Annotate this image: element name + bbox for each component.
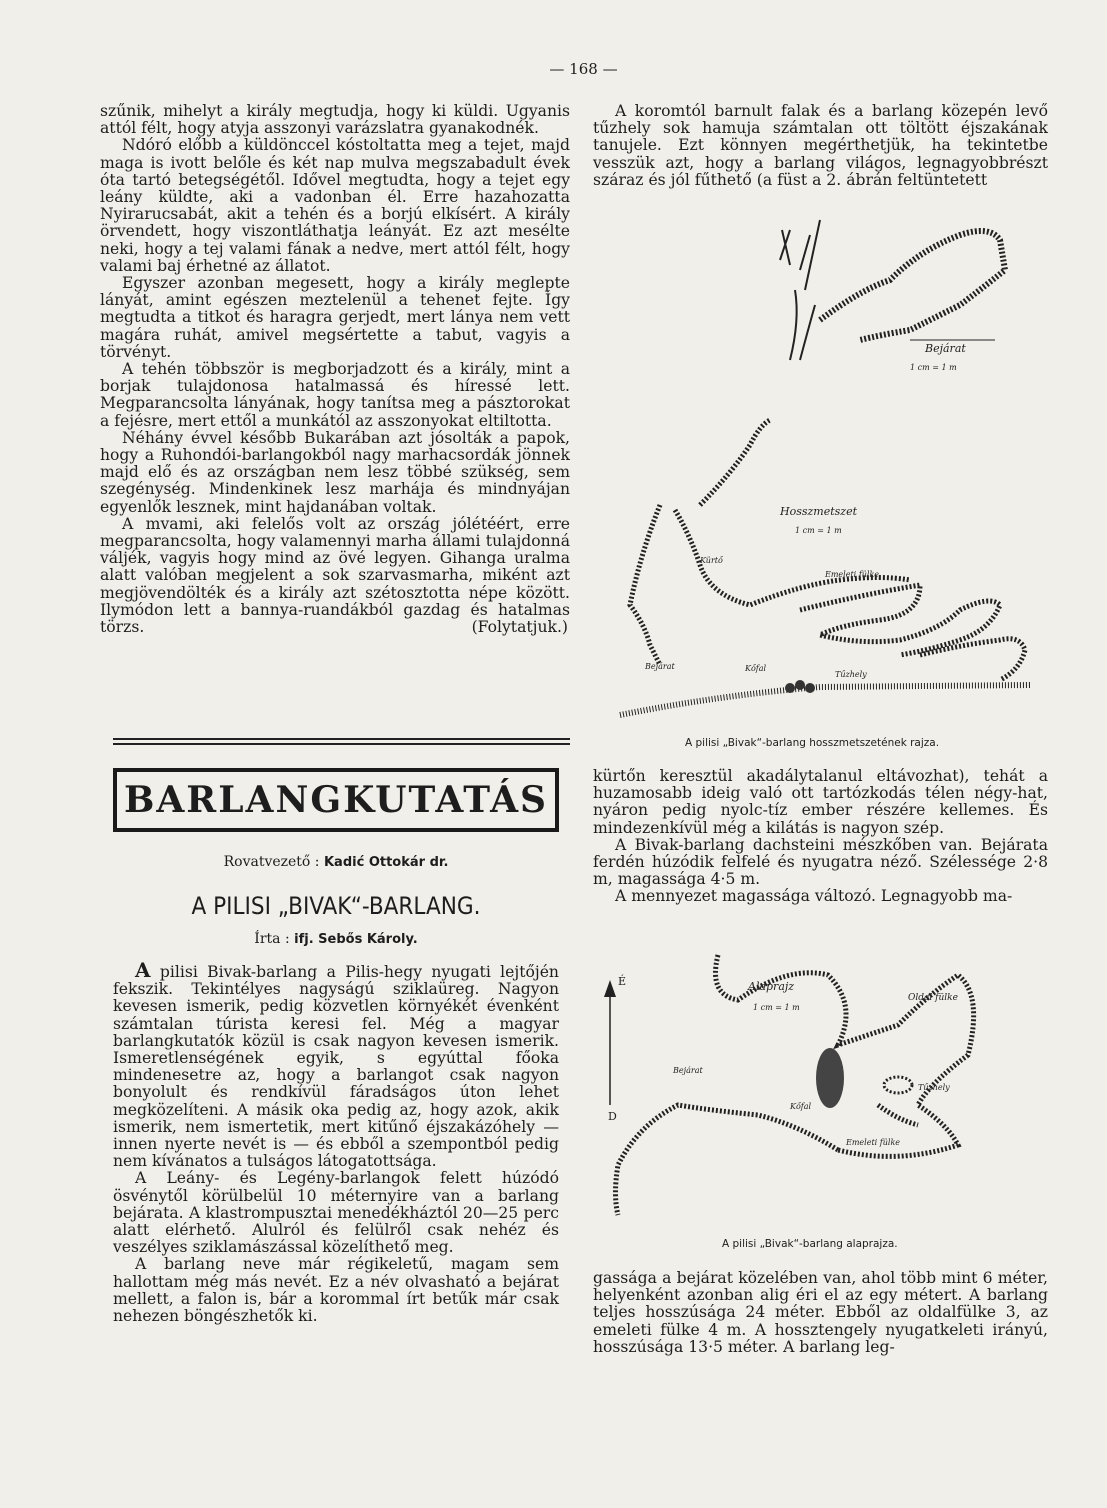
right-column-mid (593, 768, 1048, 906)
cave-longitudinal-section-sketch (600, 405, 1045, 725)
paragraph: kürtőn keresztül akadálytalanul eltávozhat), tehát a huzamosabb ideig való ott tartózkodás télen négy-hat, nyáron pedig nyolc-tíz ember részére kellemes. És mindezenkívül még a kilátás is nagyon szép. (593, 767, 1048, 837)
editor-line: Rovatvezető : Kadić Ottokár dr. (223, 854, 449, 870)
left-column-story (100, 103, 570, 637)
fig3-north: É (618, 975, 627, 988)
paragraph: A mvami, aki felelős volt az ország jólétéért, erre megparancsolta, hogy valamennyi marha állami tulajdonná váljék, vagyis hogy mind az övé legyen. Gihanga uralma alatt valóban megjelent a sok szarvasmarha, miként azt megjövendölték és a király azt szétosztotta népe között. Ilymódon lett a bannya-ruandákból gazdag és hatalmas törzs. (100, 514, 570, 637)
author-line: Írta : ifj. Sebős Károly. (254, 931, 418, 947)
cave-floor-plan-sketch (598, 935, 990, 1230)
paragraph: gassága a bejárat közelében van, ahol több mint 6 méter, helyenként azonban alig éri el az egy métert. A barlang teljes hosszúsága 24 méter. Ebből az oldalfülke 3, az emeleti fülke 4 m. A hossztengely nyugatkeleti irányú, hosszúsága 13·5 méter. A barlang leg- (593, 1269, 1048, 1356)
drop-cap: A (135, 958, 151, 982)
section-header-box (113, 768, 559, 832)
fig2-title: Hosszmetszet (780, 505, 858, 518)
paragraph: A pilisi Bivak-barlang a Pilis-hegy nyugati lejtőjén fekszik. Tekintélyes nagyságú sziklaüreg. Nagyon kevesen ismerik, pedig közvetlen környékét évenként számtalan túrista keresi fel. Még a magyar barlangkutatók közül is csak nagyon kevesen ismerik. Ismeretlenségének egyik, s egyúttal főoka mindenesetre az, hogy a barlangot csak nagyon bonyolult és rendkívül fáradságos úton lehet megközelíteni. A másik oka pedig az, hogy azok, akik ismerik, nem ismertetik, mert kitűnő éjszakázóhely — innen nyerte nevét is — és ebből a szempontból pedig nem kívánatos a tulságos látogatottsága. (113, 958, 559, 1171)
fig3-title: Alaprajz (748, 980, 795, 993)
paragraph: Néhány évvel később Bukarában azt jósolták a papok, hogy a Ruhondói-barlangokból nagy marhacsordák jönnek majd elő és az országban nem lesz többé szükség, sem szegénység. Mindenkinek lesz marhája és mindnyájan egyenlők lesznek, mint hajdanában voltak. (100, 428, 570, 516)
divider (113, 738, 570, 740)
fig1-scale: 1 cm = 1 m (910, 363, 957, 372)
fig3-south: D (608, 1110, 617, 1123)
fig3-scale: 1 cm = 1 m (753, 1003, 800, 1012)
paragraph: szűnik, mihelyt a király megtudja, hogy ki küldi. Ugyanis attól félt, hogy atyja asszonyi varázslatra gyanakodnék. (100, 102, 570, 138)
fig2-bejarat: Bejárat (645, 662, 675, 671)
paragraph: A mennyezet magassága változó. Legnagyobb ma- (615, 887, 1013, 906)
right-column-top (593, 103, 1048, 189)
paragraph: Ndóró előbb a küldönccel kóstoltatta meg a tejet, majd maga is ivott belőle és két nap mulva megszabadult évek óta tartó betegségétől. Idővel megtudta, hogy a tejet egy leány küldte, aki a vadonban él. Erre hazahozatta Nyirarucsabát, akit a tehén és a borjú elkísért. A király örvendett, hogy viszontláthatja leányát. Ez azt mesélte neki, hogy a tej valami fának a nedve, mert attól félt, hogy valami baj érhetné az állatot. (100, 136, 570, 275)
fig3-oldal: Oldal fülke (908, 993, 958, 1003)
page-number: — 168 — (549, 60, 618, 78)
paragraph: Egyszer azonban megesett, hogy a király meglepte lányát, amint egészen meztelenül a tehenet fejte. Így megtudta a titkot és haragra gerjedt, mert lánya nem vett magára ruhát, amivel megsértette a tabut, vagyis a törvényt. (100, 274, 570, 361)
fig2-kurto: Kürtő (700, 556, 723, 565)
fig3-bejarat: Bejárat (673, 1066, 703, 1075)
article-body (113, 958, 559, 1326)
cave-entrance-sketch (760, 210, 1020, 375)
section-title: BARLANGKUTATÁS (123, 779, 549, 821)
paragraph: A tehén többször is megborjadzott és a király, mint a borjak tulajdonosa hatalmassá és híressé lett. Megparancsolta lányának, hogy tanítsa meg a pásztorokat a fejésre, mert ettől a munkától az asszonyokat eltiltotta. (100, 360, 570, 430)
fig2-emeleti: Emeleti fülke (825, 570, 880, 579)
fig2-scale: 1 cm = 1 m (795, 526, 842, 535)
paragraph: A Leány- és Legény-barlangok felett húzódó ösvénytől körülbelül 10 méternyire van a barlang bejárata. A klastrompusztai menedékháztól 20—25 perc alatt elérhető. Alulról és felülről csak nehéz és veszélyes sziklamászással közelíthető meg. (113, 1169, 559, 1257)
fig3-emeleti: Emeleti fülke (846, 1138, 901, 1147)
fig2-kofal: Kőfal (745, 664, 767, 673)
fig3-tuzhely: Tűzhely (918, 1083, 950, 1092)
paragraph: A koromtól barnult falak és a barlang közepén levő tűzhely sok hamuja számtalan ott töltött éjszakának tanujele. Ezt könnyen megérthetjük, ha tekintetbe vesszük azt, hogy a barlang világos, legnagyobbrészt száraz és jól fűthető (a füst a 2. ábrán feltüntetett (593, 102, 1048, 189)
paragraph: A barlang neve már régikeletű, magam sem hallottam még más nevét. Ez a név olvasható a bejárat mellett, a falon is, bár a korommal írt betűk már csak nehezen böngészhetők ki. (113, 1255, 559, 1326)
fig1-entrance-label: Bejárat (925, 342, 966, 355)
fig2-tuzhely: Tűzhely (835, 670, 867, 679)
fig2-caption: A pilisi „Bivak“-barlang hosszmetszetének rajza. (685, 737, 940, 749)
article-title: A PILISI „BIVAK“-BARLANG. (191, 892, 481, 920)
right-column-bottom (593, 1270, 1048, 1356)
paragraph: A Bivak-barlang dachsteini mészkőben van. Bejárata ferdén húzódik felfelé és nyugatra néző. Szélessége 2·8 m, magassága 4·5 m. (593, 835, 1048, 889)
continued-note: (Folytatjuk.) (471, 618, 568, 637)
fig3-caption: A pilisi „Bivak“-barlang alaprajza. (722, 1238, 898, 1250)
divider (113, 743, 570, 745)
fig3-kofal: Kőfal (790, 1102, 812, 1111)
